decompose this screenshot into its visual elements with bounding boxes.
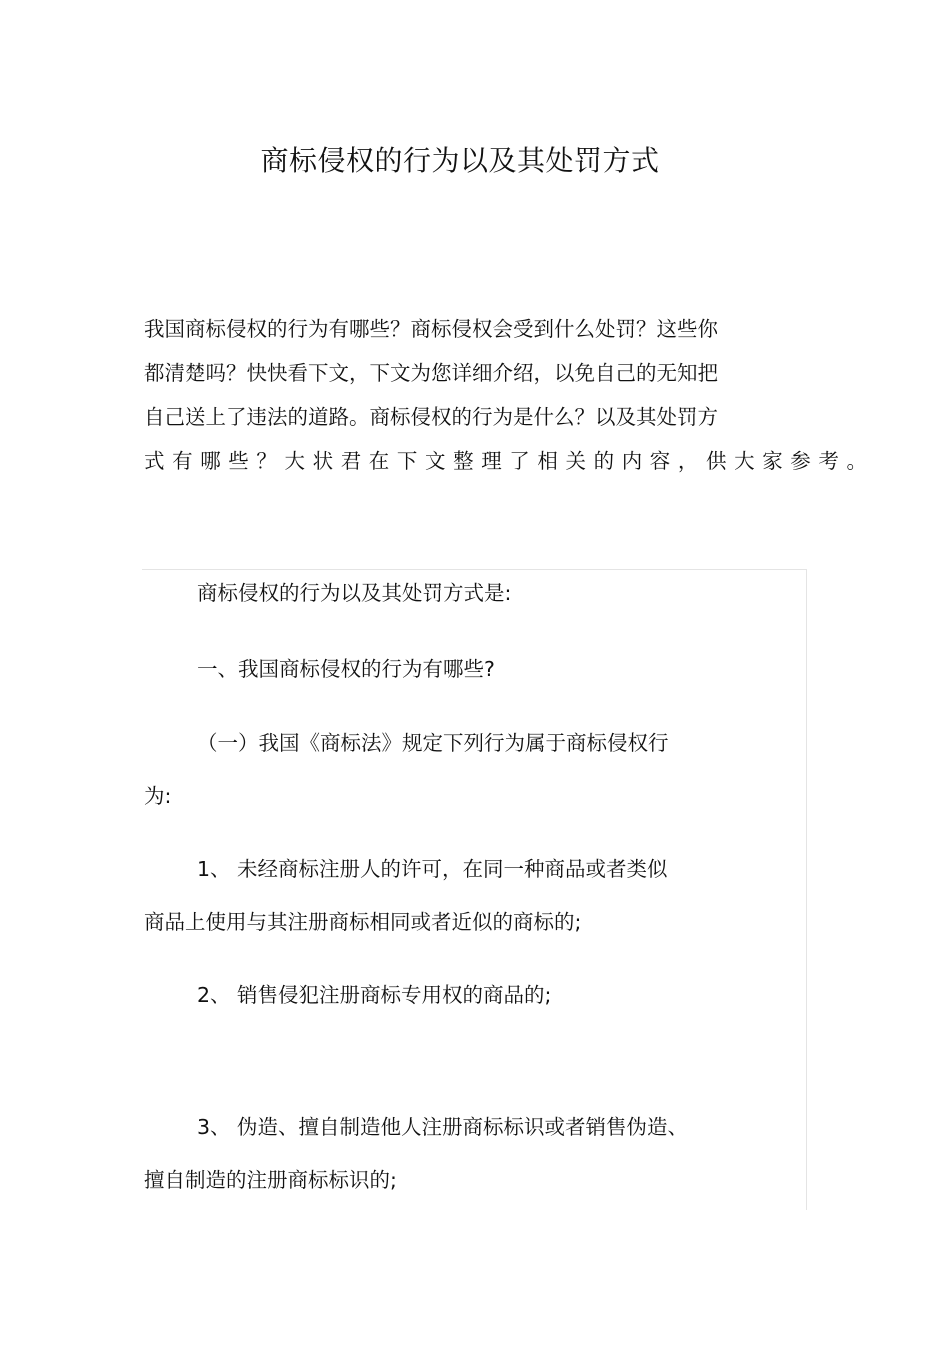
- section-heading: 一、我国商标侵权的行为有哪些?: [197, 657, 495, 681]
- content-heading: 商标侵权的行为以及其处罚方式是:: [197, 581, 512, 605]
- subsection-line: 为:: [144, 784, 172, 808]
- list-item-line: 1、 未经商标注册人的许可，在同一种商品或者类似: [197, 857, 668, 881]
- intro-line: 都清楚吗？快快看下文，下文为您详细介绍，以免自己的无知把: [144, 361, 718, 385]
- document-title: 商标侵权的行为以及其处罚方式: [260, 144, 660, 177]
- intro-line: 我国商标侵权的行为有哪些？商标侵权会受到什么处罚？这些你: [144, 317, 718, 341]
- list-item-line: 2、 销售侵犯注册商标专用权的商品的;: [197, 983, 552, 1007]
- intro-line: 式有哪些？大状君在下文整理了相关的内容，供大家参考。: [144, 449, 875, 473]
- subsection-line: （一）我国《商标法》规定下列行为属于商标侵权行: [197, 731, 669, 755]
- intro-line: 自己送上了违法的道路。商标侵权的行为是什么？以及其处罚方: [144, 405, 718, 429]
- list-item-line: 擅自制造的注册商标标识的;: [144, 1168, 397, 1192]
- intro-paragraph: [144, 314, 875, 490]
- list-item-line: 3、 伪造、擅自制造他人注册商标标识或者销售伪造、: [197, 1115, 689, 1139]
- list-item-line: 商品上使用与其注册商标相同或者近似的商标的;: [144, 910, 582, 934]
